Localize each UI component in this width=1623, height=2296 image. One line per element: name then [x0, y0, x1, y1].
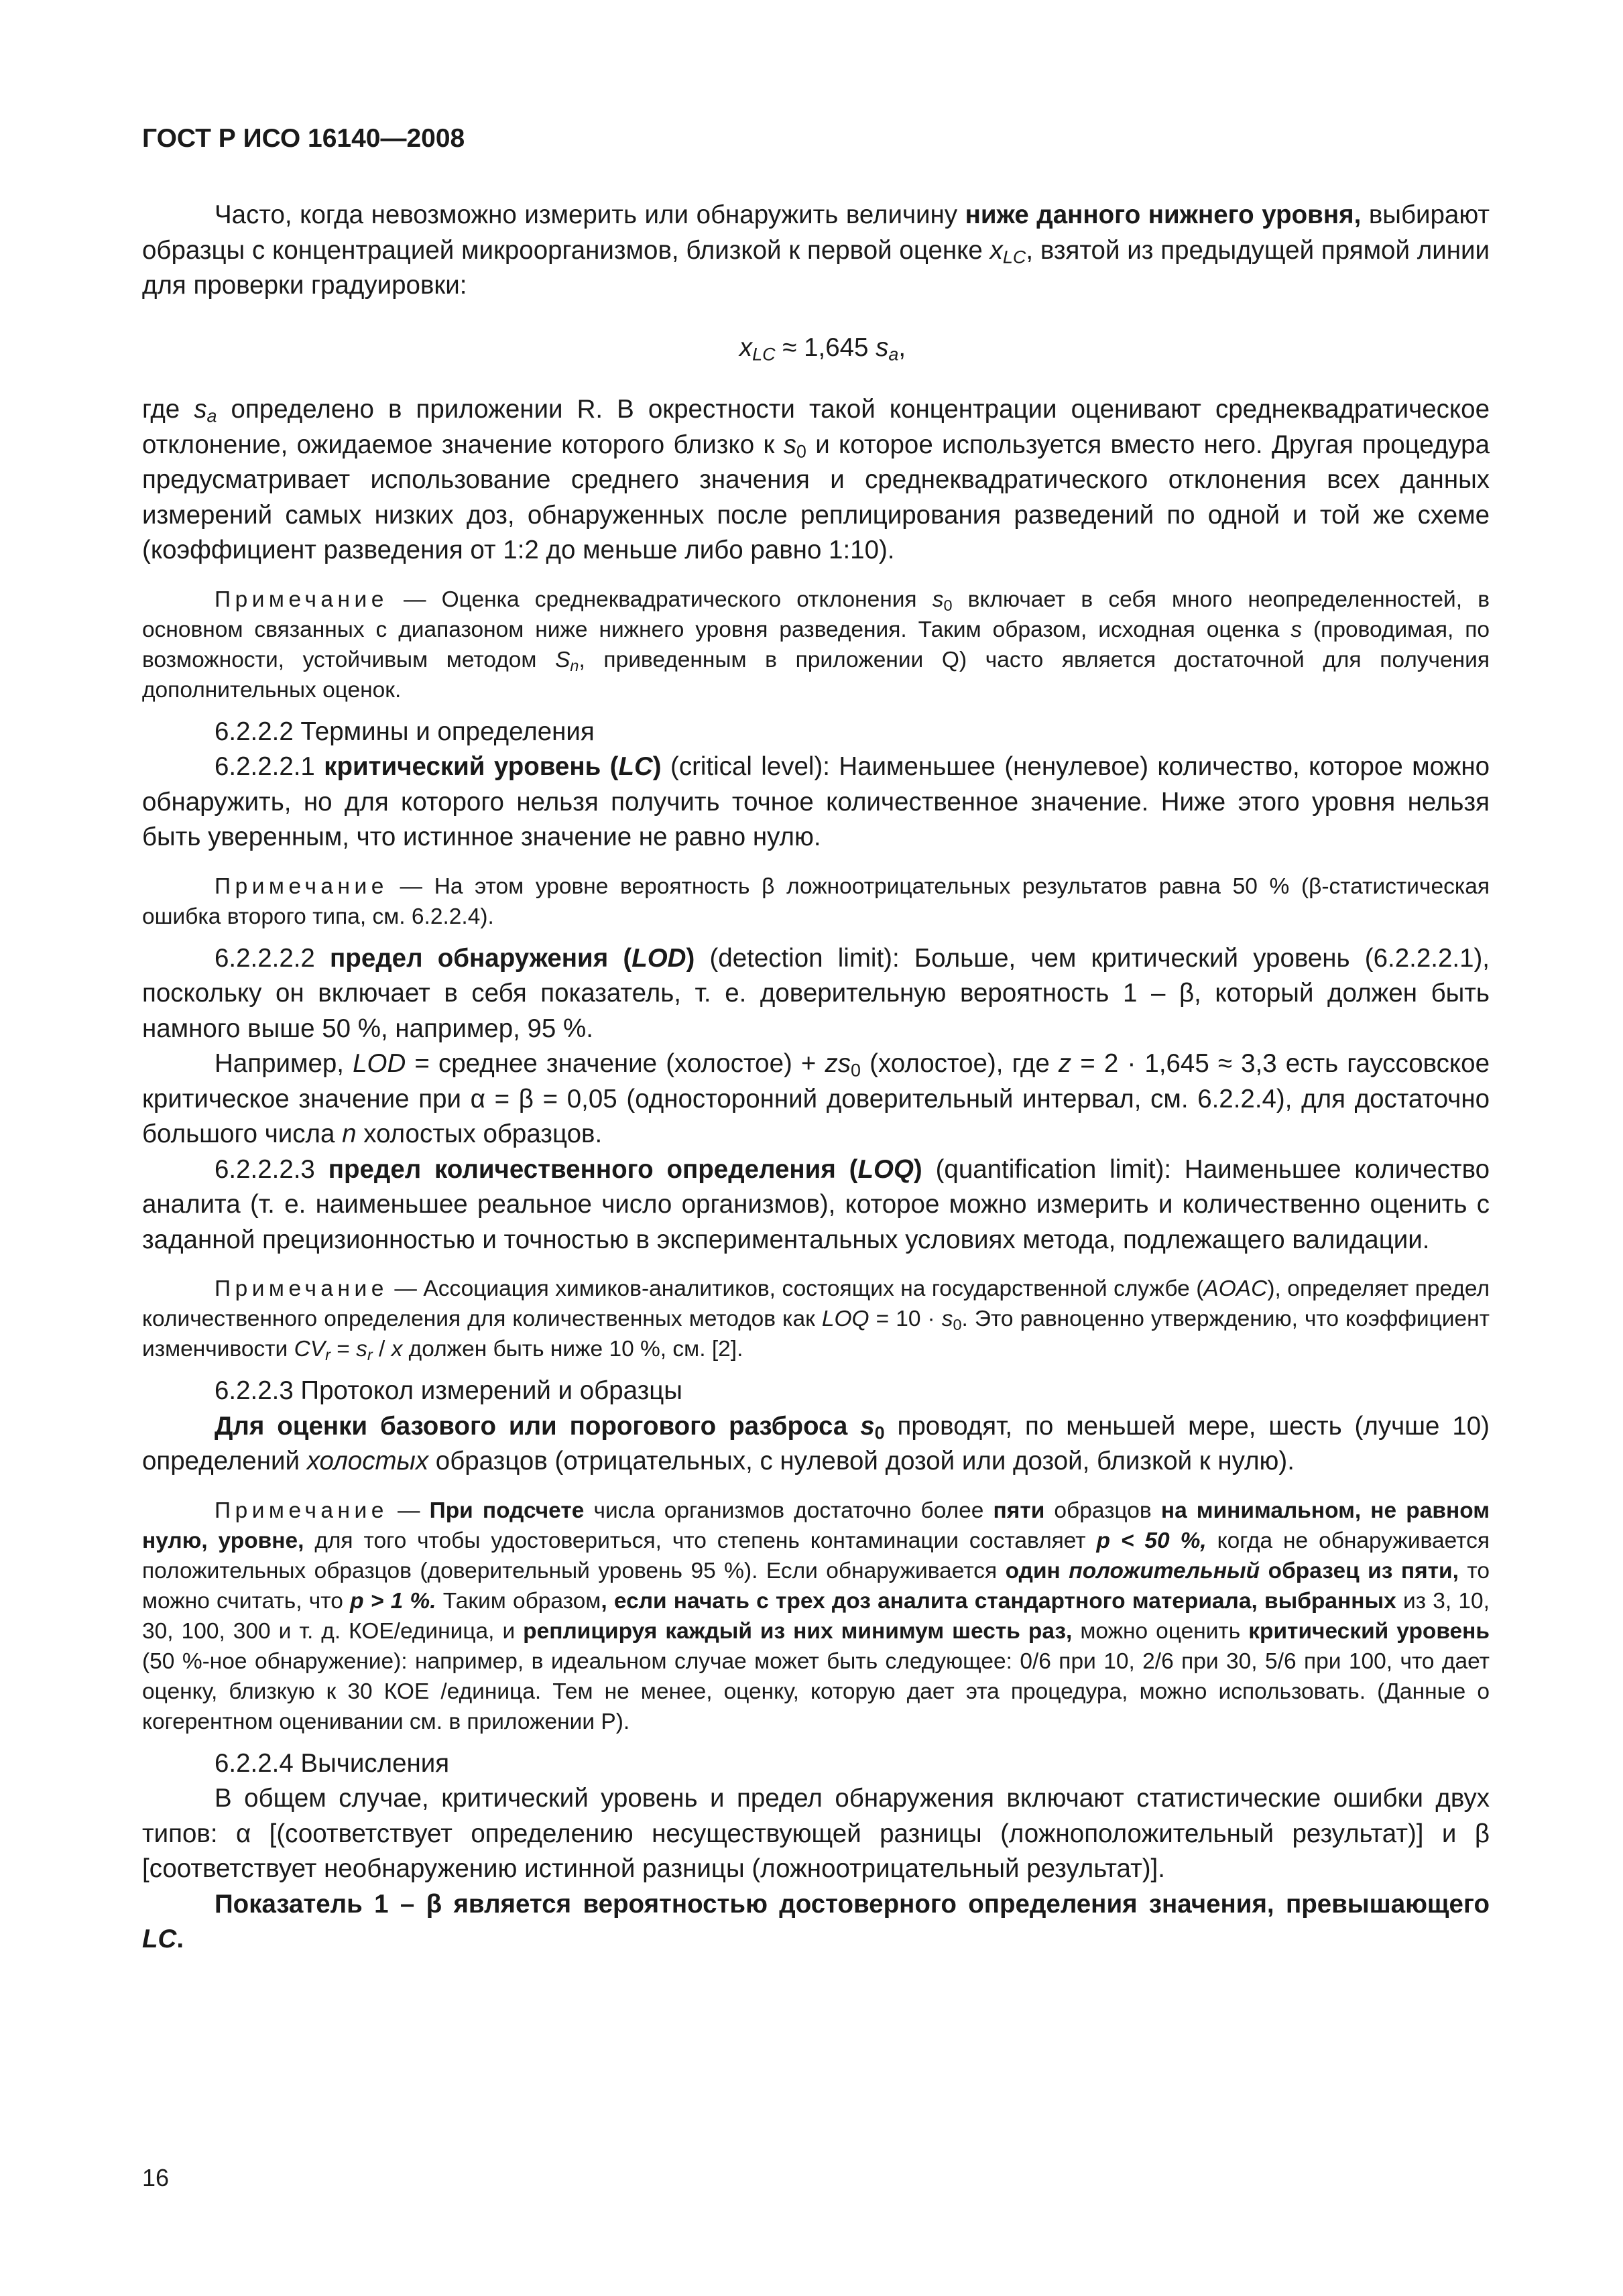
note-counting: Примечание — При подсчете числа организмов достаточно более пяти образцов на минимальном, не равном нулю, уровне, для того чтобы удостовериться, что степень контаминации составляет p < 50 %, когда не обнаруживается положительных образцов (доверительный уровень 95 %). Если обнаруживается один положительный образец из пяти, то можно считать, что p > 1 %. Таким образом, если начать с трех доз аналита стандартного материала, выбранных из 3, 10, 30, 100, 300 и т. д. КОЕ/единица, и реплицируя каждый из них минимум шесть раз, можно оценить критический уровень (50 %-ное обнаружение): например, в идеальном случае может быть следующее: 0/6 при 10, 2/6 при 30, 5/6 при 100, что дает оценку, близкую к 30 КОЕ /единица. Тем не менее, оценку, которую дает эта процедура, можно использовать. (Данные о когерентном оценивании см. в приложении P). [142, 1498, 1490, 1734]
page-number: 16 [142, 2164, 170, 2191]
formula-xlc: $x_{LC} \approx 1,645$ $s_a$, [739, 333, 906, 365]
paragraph-calculations: В общем случае, критический уровень и предел обнаружения включают статистические ошибки двух типов: α [(соответствует определению несуществующей разницы (ложноположительный результат)] и β [соответствует необнаружению истинной разницы (ложноотрицательный результат)]. [142, 1784, 1490, 1883]
note-beta-probability: Примечание — На этом уровне вероятность β ложноотрицательных результатов равна 50 % (β-статистическая ошибка второго типа, см. 6.2.2.4). [142, 873, 1490, 929]
document-header: ГОСТ Р ИСО 16140—2008 [142, 124, 465, 153]
definition-detection-limit: 6.2.2.2.2 предел обнаружения (LOD) (detection limit): Больше, чем критический уровень (6.2.2.2.1), поскольку он включает в себя показатель, т. е. доверительную вероятность 1 – β, который должен быть намного выше 50 %, например, 95 %. [142, 943, 1490, 1043]
document-body [142, 198, 1490, 1957]
paragraph-lod-example: Например, LOD = среднее значение (холостое) + $zs_0$ (холостое), где z = 2 · 1,645 ≈ 3,3 есть гауссовское критическое значение при α = β = 0,05 (односторонний доверительный интервал, см. 6.2.2.4), для достаточно большого числа n холостых образцов. [142, 1049, 1490, 1148]
note-s0-estimate: Примечание — Оценка среднеквадратического отклонения $s_0$ включает в себя много неопределенностей, в основном связанных с диапазоном ниже нижнего уровня разведения. Таким образом, исходная оценка s (проводимая, по возможности, устойчивым методом $S_n$, приведенным в приложении Q) часто является достаточной для получения дополнительных оценок. [142, 587, 1490, 703]
paragraph-sa-definition: где $s_a$ определено в приложении R. В окрестности такой концентрации оценивают среднеквадратическое отклонение, ожидаемое значение которого близко к $s_0$ и которое используется вместо него. Другая процедура предусматривает использование среднего значения и среднеквадратического отклонения всех данных измерений самых низких доз, обнаруженных после реплицирования разведений по одной и той же схеме (коэффициент разведения от 1:2 до меньше либо равно 1:10). [142, 395, 1490, 564]
section-6224-heading: 6.2.2.4 Вычисления [215, 1748, 450, 1778]
section-6222-heading: 6.2.2.2 Термины и определения [215, 717, 595, 746]
paragraph-probability: Показатель 1 – β является вероятностью достоверного определения значения, превышающего LC. [142, 1889, 1490, 1953]
definition-quantification-limit: 6.2.2.2.3 предел количественного определения (LOQ) (quantification limit): Наименьшее количество аналита (т. е. наименьшее реальное число организмов), которое можно измерить и количественно оценить с заданной прецизионностью и точностью в экспериментальных условиях метода, подлежащего валидации. [142, 1154, 1490, 1254]
paragraph-intro: Часто, когда невозможно измерить или обнаружить величину ниже данного нижнего уровня, выбирают образцы с концентрацией микроорганизмов, близкой к первой оценке $x_{LC}$, взятой из предыдущей прямой линии для проверки градуировки: [142, 200, 1490, 300]
paragraph-protocol: Для оценки базового или порогового разброса $s_0$ проводят, по меньшей мере, шесть (лучше 10) определений холостых образцов (отрицательных, с нулевой дозой или дозой, близкой к нулю). [142, 1411, 1490, 1475]
note-aoac: Примечание — Ассоциация химиков-аналитиков, состоящих на государственной службе (AOAC), определяет предел количественного определения для количественных методов как LOQ = $10 \cdot s_0$. Это равноценно утверждению, что коэффициент изменчивости $CV_r = s_r / x$ должен быть ниже 10 %, см. [2]. [142, 1276, 1490, 1364]
definition-critical-level: 6.2.2.2.1 критический уровень (LC) (critical level): Наименьшее (ненулевое) количество, которое можно обнаружить, но для которого нельзя получить точное количественное значение. Ниже этого уровня нельзя быть уверенным, что истинное значение не равно нулю. [142, 752, 1490, 851]
section-6223-heading: 6.2.2.3 Протокол измерений и образцы [215, 1376, 682, 1405]
